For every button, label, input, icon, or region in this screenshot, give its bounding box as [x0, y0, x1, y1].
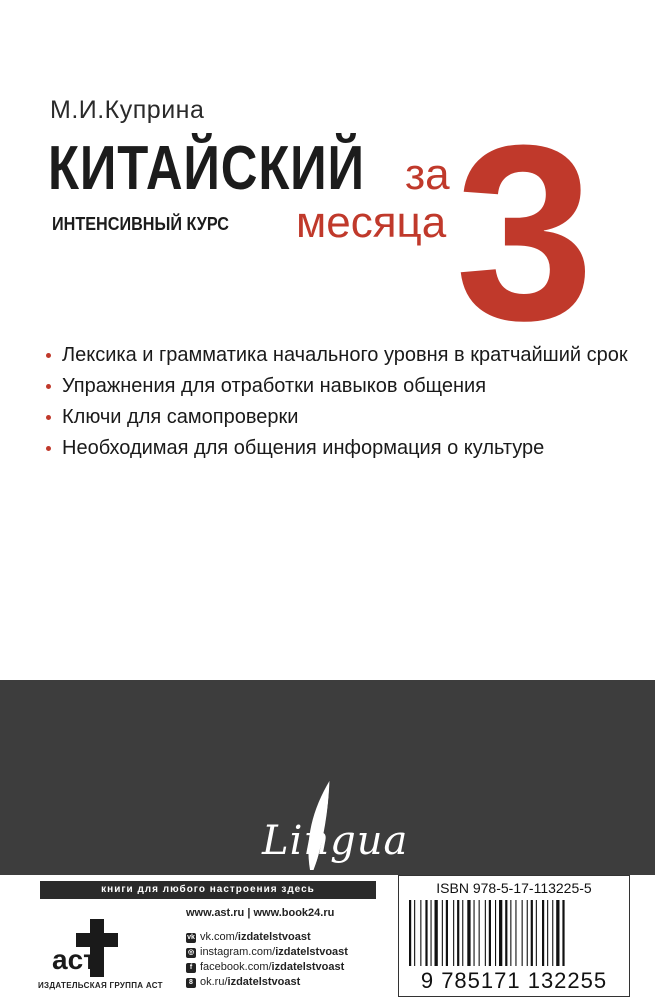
barcode-bar: [542, 900, 544, 966]
barcode-bar: [522, 900, 523, 966]
social-links: [186, 930, 348, 990]
barcode-bar: [467, 900, 470, 966]
barcode-bar: [414, 900, 415, 966]
vk-icon: vk: [187, 933, 195, 941]
feature-item: Упражнения для отработки навыков общения: [44, 371, 628, 402]
barcode-bar: [446, 900, 448, 966]
publisher-panel: [0, 680, 655, 1000]
facebook-icon: f: [186, 963, 196, 973]
barcode-bar: [531, 900, 533, 966]
social-handle: izdatelstvoast: [275, 946, 348, 958]
barcode-bar: [442, 900, 443, 966]
social-link-vk: [186, 930, 348, 945]
website-links: www.ast.ru | www.book24.ru: [186, 907, 335, 919]
social-handle: izdatelstvoast: [227, 976, 301, 988]
book-subtitle: ИНТЕНСИВНЫЙ КУРС: [52, 214, 229, 234]
ast-emblem-icon: [42, 907, 152, 987]
barcode-bar: [536, 900, 537, 966]
social-link-odnoklassniki: [186, 975, 348, 990]
barcode-bar: [435, 900, 438, 966]
barcode-bar: [505, 900, 507, 966]
barcode-bar: [453, 900, 454, 966]
social-url-prefix: facebook.com/: [200, 961, 272, 973]
author-name: М.И.Куприна: [50, 96, 205, 124]
feature-item: Лексика и грамматика начального уровня в кратчайший срок: [44, 340, 628, 371]
barcode-bar: [510, 900, 511, 966]
social-handle: izdatelstvoast: [271, 961, 345, 973]
barcode-bar: [556, 900, 559, 966]
duration-preposition: за: [405, 150, 450, 199]
social-url-prefix: ok.ru/: [200, 976, 228, 988]
svg-text:аст: аст: [52, 944, 97, 975]
barcode-bar: [474, 900, 475, 966]
social-url-prefix: vk.com/: [200, 931, 238, 943]
barcode-bar: [515, 900, 516, 966]
book-title: КИТАЙСКИЙ: [48, 134, 365, 203]
odnoklassniki-icon: 8: [186, 978, 196, 988]
barcode-bar: [409, 900, 411, 966]
social-link-instagram: [186, 945, 348, 960]
social-link-facebook: [186, 960, 348, 975]
lingua-logo-text: Lingua: [262, 818, 409, 864]
barcode-bar: [547, 900, 548, 966]
barcode-bar: [527, 900, 528, 966]
lingua-logo: [250, 770, 420, 890]
ast-caption: ИЗДАТЕЛЬСКАЯ ГРУППА АСТ: [38, 981, 163, 990]
barcode-bar: [495, 900, 496, 966]
barcode-bar: [420, 900, 421, 966]
feature-item: Ключи для самопроверки: [44, 402, 628, 433]
barcode-bar: [425, 900, 427, 966]
feature-item: Необходимая для общения информация о культуре: [44, 433, 628, 464]
barcode-bar: [562, 900, 564, 966]
publisher-tagline: книги для любого настроения здесь: [40, 881, 376, 899]
barcode-icon: [409, 900, 619, 966]
barcode-bar: [485, 900, 486, 966]
barcode-bar: [457, 900, 459, 966]
isbn-digits: 9 785171 132255: [420, 968, 608, 993]
feature-list: [44, 340, 628, 464]
barcode-bar: [489, 900, 491, 966]
barcode-bar: [462, 900, 463, 966]
isbn-label: ISBN 978-5-17-113225-5: [436, 880, 592, 896]
social-url-prefix: instagram.com/: [200, 946, 276, 958]
isbn-barcode-box: [398, 875, 630, 997]
barcode-bar: [552, 900, 553, 966]
barcode-bar: [499, 900, 502, 966]
social-handle: izdatelstvoast: [237, 931, 311, 943]
duration-unit: месяца: [296, 198, 447, 247]
barcode-bar: [479, 900, 480, 966]
duration-number: 3: [455, 93, 595, 372]
barcode-bar: [431, 900, 432, 966]
imprint-band: [0, 875, 655, 1000]
instagram-icon: ◎: [187, 948, 195, 956]
